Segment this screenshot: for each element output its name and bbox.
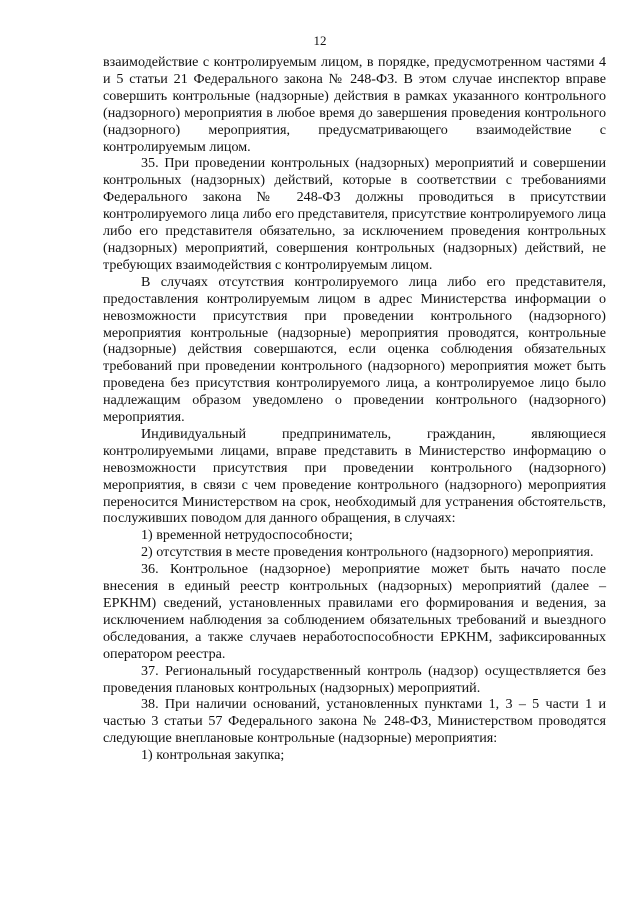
list-item-1: 1) временной нетрудоспособности; — [141, 527, 353, 544]
document-body — [103, 54, 606, 764]
page-number: 12 — [313, 33, 327, 48]
paragraph-36: 36. Контрольное (надзорное) мероприятие может быть начато после внесения в единый реестр контрольных (надзорных) мероприятий (далее – ЕРКНМ) сведений, установленных правилами его формирования и ведения, за исключением наблюдения за соблюдением обязательных требований и выездного обследования, а также случаев неработоспособности ЕРКНМ, зафиксированных оператором реестра. — [103, 561, 606, 662]
paragraph-38: 38. При наличии оснований, установленных пунктами 1, 3 – 5 части 1 и частью 3 статьи 57 Федерального закона № 248-ФЗ, Министерством проводятся следующие внеплановые контрольные (надзорные) мероприятия: — [103, 696, 606, 747]
paragraph-individual: Индивидуальный предприниматель, гражданин, являющиеся контролируемыми лицами, вправе представить в Министерство информацию о невозможности присутствия при проведении контрольного (надзорного) мероприятия, в связи с чем проведение контрольного (надзорного) мероприятия переносится Министерством на срок, необходимый для устранения обстоятельств, послуживших поводом для данного обращения, в случаях: — [103, 425, 606, 527]
paragraph-35: 35. При проведении контрольных (надзорных) мероприятий и совершении контрольных (надзорных) действий, которые в соответствии с требованиями Федерального закона № 248-ФЗ должны проводиться в присутствии контролируемого лица либо его представителя, присутствие контролируемого лица либо его представителя обязательно, за исключением проведения контрольных (надзорных) мероприятий, совершения контрольных (надзорных) действий, не требующих взаимодействия с контролируемым лицом. — [103, 155, 606, 273]
paragraph-absence: В случаях отсутствия контролируемого лица либо его представителя, предоставления контролируемым лицом в адрес Министерства информации о невозможности присутствия при проведении контрольного (надзорного) мероприятия контрольные (надзорные) мероприятия проводятся, контрольные (надзорные) действия совершаются, если оценка соблюдения обязательных требований при проведении контрольного (надзорного) мероприятия может быть проведена без присутствия контролируемого лица, а контролируемое лицо было надлежащим образом уведомлено о проведении контрольного (надзорного) мероприятия. — [103, 273, 606, 426]
list-item-2: 2) отсутствия в месте проведения контрольного (надзорного) мероприятия. — [141, 544, 594, 561]
paragraph-37: 37. Региональный государственный контроль (надзор) осуществляется без проведения плановых контрольных (надзорных) мероприятий. — [103, 662, 606, 696]
list-item-purchase: 1) контрольная закупка; — [141, 747, 285, 764]
paragraph-continuation: взаимодействие с контролируемым лицом, в порядке, предусмотренном частями 4 и 5 статьи 21 Федерального закона № 248-ФЗ. В этом случае инспектор вправе совершить контрольные (надзорные) действия в рамках указанного контрольного (надзорного) мероприятия в любое время до завершения проведения контрольного (надзорного) мероприятия, предусматривающего взаимодействие с контролируемым лицом. — [103, 54, 606, 155]
